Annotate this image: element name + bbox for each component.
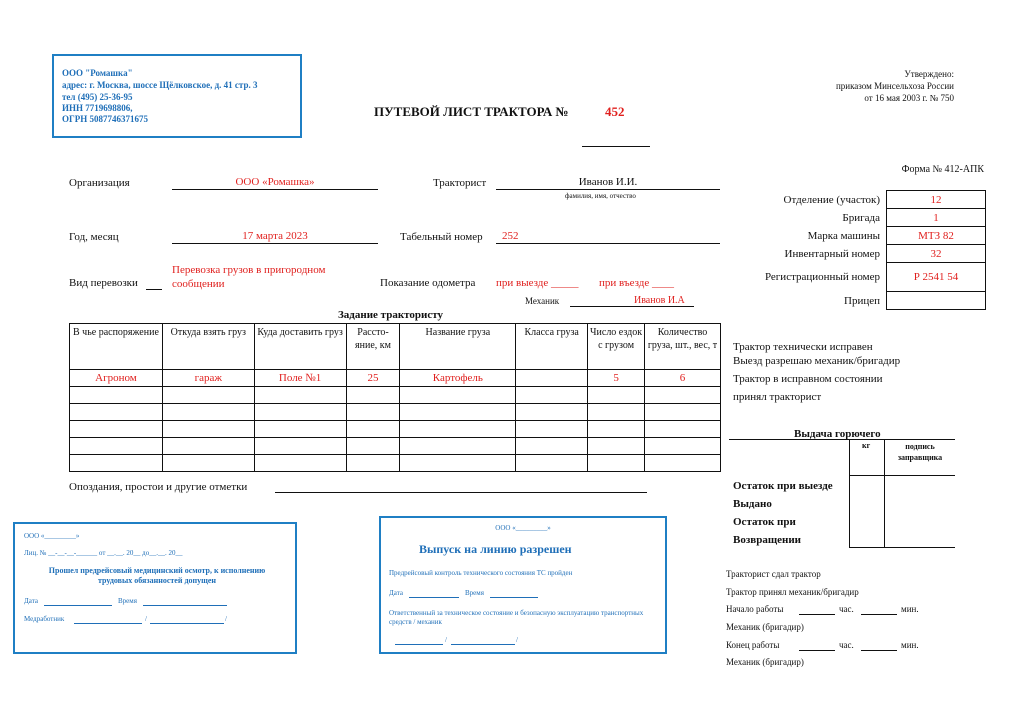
fuel-row-3: Остаток при	[733, 516, 796, 528]
task-title: Задание трактористу	[338, 309, 444, 321]
start-min-field[interactable]	[861, 614, 897, 615]
task-cell[interactable]: Агроном	[70, 370, 163, 387]
task-cell[interactable]: 5	[588, 370, 645, 387]
tab-label: Табельный номер	[400, 231, 483, 243]
waybill-number: 452	[605, 104, 625, 119]
driver-field[interactable]	[496, 176, 720, 190]
med-slash: /	[145, 615, 147, 623]
company-stamp	[52, 54, 302, 138]
med-date-field[interactable]	[44, 605, 112, 606]
med-slash-end: /	[225, 615, 227, 623]
start-min-label: мин.	[901, 604, 919, 614]
fuel-top-line	[729, 439, 955, 440]
task-cell[interactable]: 25	[346, 370, 400, 387]
fuel-row-2: Выдано	[733, 498, 772, 510]
task-header-cell: В чье распоряжение	[70, 324, 163, 370]
mechanic-underline	[570, 306, 634, 307]
driver-hint: фамилия, имя, отчество	[565, 192, 636, 200]
delays-label: Опоздания, простои и другие отметки	[69, 481, 248, 493]
org-field[interactable]	[172, 176, 378, 190]
check-accepted: принял тракторист	[733, 391, 822, 403]
transport-underline	[146, 289, 162, 290]
check-tech-ok: Трактор технически исправен	[733, 341, 873, 353]
vehicle-row-value[interactable]: 1	[887, 209, 986, 227]
med-license: Лиц. № __-__-__-______ от __.__. 20__ до__.__. 20__	[24, 549, 183, 557]
release-slash-end: /	[516, 636, 518, 644]
start-hour-field[interactable]	[799, 614, 835, 615]
company-ogrn: ОГРН 5087746371675	[62, 114, 148, 124]
med-worker-field[interactable]	[74, 623, 142, 624]
vehicle-row-value[interactable]	[887, 292, 986, 310]
end-mechanic: Механик (бригадир)	[726, 657, 804, 667]
vehicle-row	[740, 191, 986, 209]
table-row[interactable]	[70, 404, 721, 421]
right-panel	[740, 190, 986, 310]
tab-field[interactable]	[496, 230, 720, 244]
vehicle-row	[740, 263, 986, 292]
page-title: ПУТЕВОЙ ЛИСТ ТРАКТОРА №	[374, 104, 569, 119]
start-mechanic: Механик (бригадир)	[726, 622, 804, 632]
med-worker-label: Медработник	[24, 615, 65, 623]
vehicle-row-label: Отделение (участок)	[783, 193, 880, 206]
release-date-field[interactable]	[409, 597, 459, 598]
year-label: Год, месяц	[69, 231, 119, 243]
fuel-header-line	[849, 475, 955, 476]
task-header-cell: Рассто-яние, км	[346, 324, 400, 370]
table-row[interactable]	[70, 370, 721, 387]
task-table	[69, 323, 721, 472]
release-time-field[interactable]	[490, 597, 538, 598]
medical-stamp	[13, 522, 297, 654]
task-header-cell: Куда доставить груз	[254, 324, 346, 370]
check-departure: Выезд разрешаю механик/бригадир	[733, 355, 901, 367]
year-field[interactable]	[172, 230, 378, 244]
odometer-in[interactable]: при въезде ____	[599, 277, 675, 289]
release-date-label: Дата	[389, 589, 403, 597]
vehicle-row	[740, 209, 986, 227]
task-header-cell: Число ездок с грузом	[588, 324, 645, 370]
vehicle-row	[740, 245, 986, 263]
release-control: Предрейсовый контроль технического состояния ТС пройден	[389, 569, 573, 577]
vehicle-table	[740, 190, 986, 310]
fuel-row-4: Возвращении	[733, 534, 801, 546]
end-hour-label: час.	[839, 640, 854, 650]
shift-accepted: Трактор принял механик/бригадир	[726, 587, 859, 597]
table-row[interactable]	[70, 455, 721, 472]
tab-value: 252	[502, 230, 519, 242]
shift-handed: Тракторист сдал трактор	[726, 569, 821, 579]
end-hour-field[interactable]	[799, 650, 835, 651]
task-cell[interactable]: 6	[645, 370, 721, 387]
vehicle-row-value[interactable]: 32	[887, 245, 986, 263]
driver-value: Иванов И.И.	[578, 176, 638, 188]
vehicle-row-label: Прицеп	[844, 294, 880, 307]
med-time-label: Время	[118, 597, 137, 605]
vehicle-row	[740, 227, 986, 245]
task-cell[interactable]: Картофель	[400, 370, 516, 387]
odometer-label: Показание одометра	[380, 277, 476, 289]
vehicle-row-value[interactable]: МТЗ 82	[887, 227, 986, 245]
release-title: Выпуск на линию разрешен	[419, 542, 572, 556]
driver-label: Тракторист	[433, 177, 487, 189]
fuel-table	[729, 439, 955, 548]
release-time-label: Время	[465, 589, 484, 597]
release-sign-field[interactable]	[395, 644, 443, 645]
check-good-state: Трактор в исправном состоянии	[733, 373, 883, 385]
delays-field[interactable]	[275, 491, 647, 493]
vehicle-row-label: Марка машины	[807, 229, 880, 242]
company-inn: ИНН 7719698806,	[62, 103, 133, 113]
start-hour-label: час.	[839, 604, 854, 614]
fuel-bottom-line	[849, 547, 955, 548]
med-worker-sign-field[interactable]	[150, 623, 224, 624]
fuel-divider-2	[884, 439, 885, 548]
table-row[interactable]	[70, 421, 721, 438]
task-header-cell: Название груза	[400, 324, 516, 370]
end-min-label: мин.	[901, 640, 919, 650]
start-label: Начало работы	[726, 604, 784, 614]
company-phone: тел (495) 25-36-95	[62, 92, 133, 102]
fuel-col-kg: кг	[862, 441, 871, 450]
transport-label: Вид перевозки	[69, 277, 138, 289]
task-header-row	[70, 324, 721, 370]
company-name: ООО "Ромашка"	[62, 68, 133, 78]
table-row[interactable]	[70, 438, 721, 455]
med-title: Прошел предрейсовый медицинский осмотр, к исполнению трудовых обязанностей допущен	[48, 566, 266, 585]
table-row[interactable]	[70, 387, 721, 404]
title-underline	[582, 146, 650, 147]
release-slash: /	[445, 636, 447, 644]
task-cell[interactable]: гараж	[162, 370, 254, 387]
approval-label: Утверждено:	[904, 69, 954, 79]
mechanic-value[interactable]: Иванов И.А	[634, 295, 694, 307]
mechanic-label: Механик	[525, 296, 560, 306]
task-cell[interactable]	[516, 370, 588, 387]
odometer-out[interactable]: при выезде _____	[496, 277, 579, 289]
task-cell[interactable]: Поле №1	[254, 370, 346, 387]
release-responsible: Ответственный за техническое состояние и безопасную эксплуатацию транспортных средств / механик	[389, 609, 644, 626]
task-header-cell: Откуда взять груз	[162, 324, 254, 370]
approval-date: от 16 мая 2003 г. № 750	[864, 93, 954, 103]
transport-value[interactable]: Перевозка грузов в пригородном сообщении	[172, 264, 326, 290]
company-address: адрес: г. Москва, шоссе Щёлковское, д. 41 стр. 3	[62, 80, 258, 90]
task-header-cell: Количество груза, шт., вес, т	[645, 324, 721, 370]
vehicle-row-value[interactable]: 12	[887, 191, 986, 209]
fuel-row-1: Остаток при выезде	[733, 480, 833, 492]
org-value: ООО «Ромашка»	[235, 176, 315, 188]
year-value: 17 марта 2023	[242, 230, 308, 242]
med-time-field[interactable]	[143, 605, 227, 606]
med-org: ООО «_________»	[24, 532, 80, 540]
release-org: ООО «_________»	[495, 524, 551, 532]
vehicle-row-label: Регистрационный номер	[764, 271, 880, 283]
form-number: Форма № 412-АПК	[901, 164, 984, 175]
vehicle-row-label: Бригада	[842, 211, 880, 224]
vehicle-row-label: Инвентарный номер	[784, 247, 880, 260]
end-min-field[interactable]	[861, 650, 897, 651]
vehicle-row	[740, 292, 986, 310]
fuel-divider-1	[849, 439, 850, 548]
release-name-field[interactable]	[451, 644, 515, 645]
release-stamp	[379, 516, 667, 654]
org-label: Организация	[69, 177, 130, 189]
end-label: Конец работы	[726, 640, 780, 650]
fuel-col-sign: подпись заправщика	[897, 442, 943, 462]
vehicle-row-value[interactable]: Р 2541 54	[887, 263, 986, 292]
med-date-label: Дата	[24, 597, 38, 605]
fuel-title: Выдача горючего	[794, 428, 881, 440]
approval-order: приказом Минсельхоза России	[835, 81, 954, 91]
task-header-cell: Класса груза	[516, 324, 588, 370]
